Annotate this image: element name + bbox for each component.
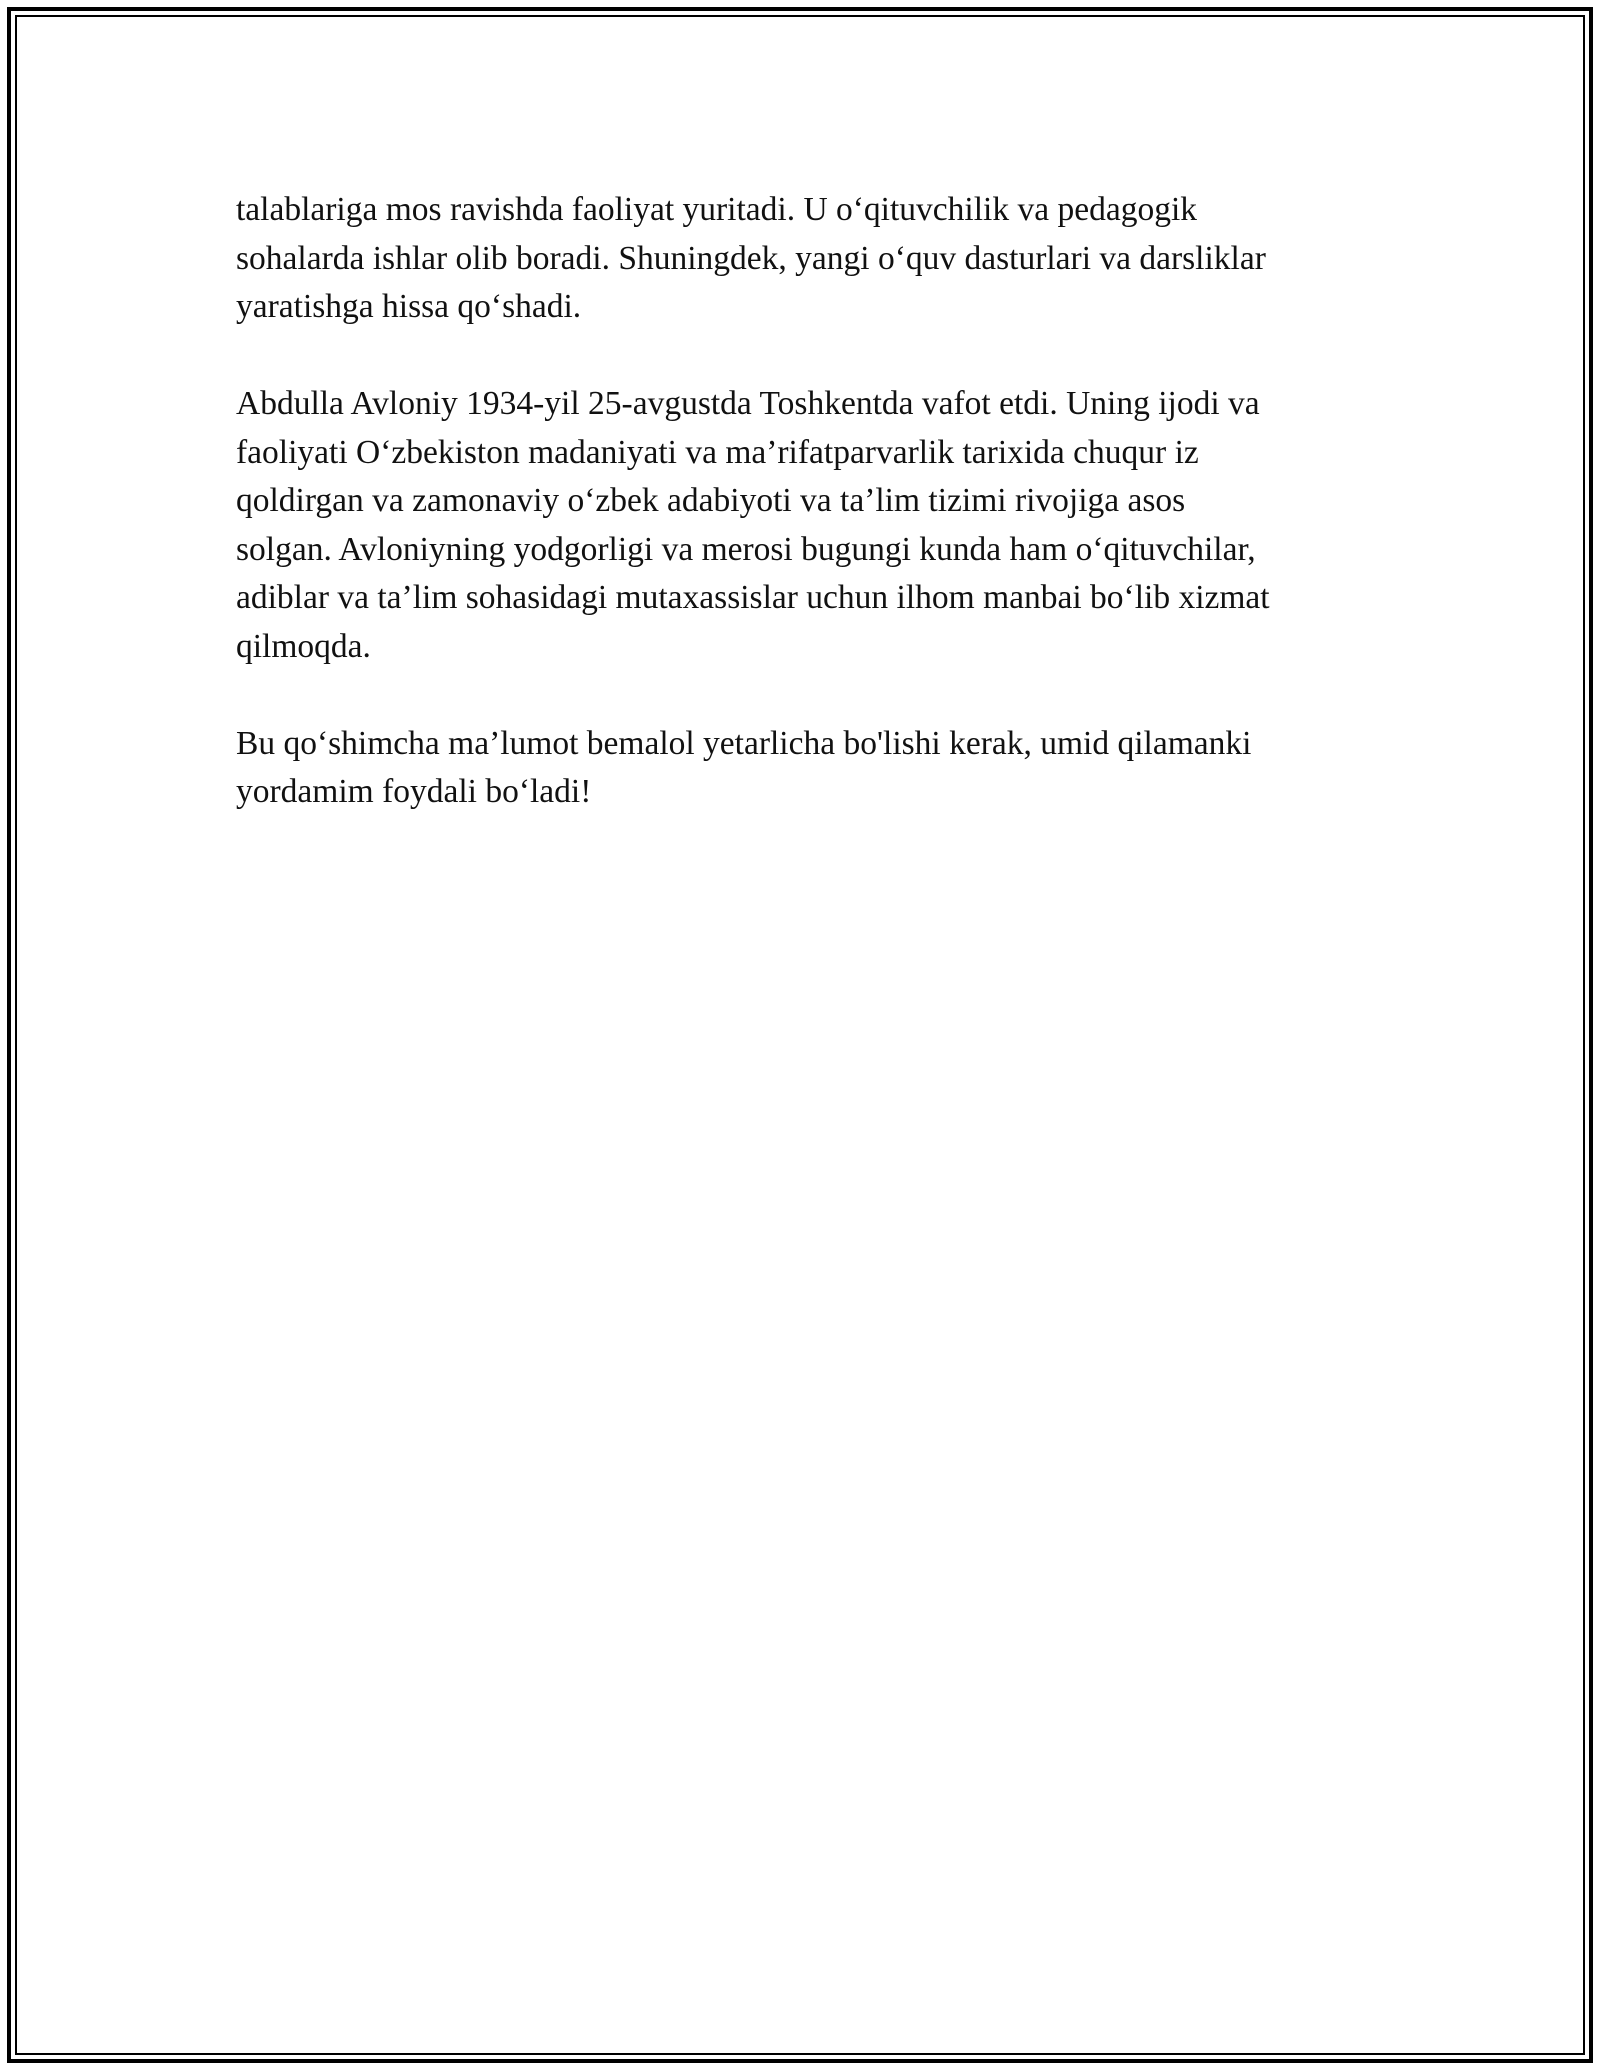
paragraph-2: Abdulla Avloniy 1934-yil 25-avgustda Toshkentda vafot etdi. Uning ijodi va faoliyati O‘zbekiston madaniyati va ma’rifatparvarlik tarixida chuqur iz qoldirgan va zamonaviy o‘zbek adabiyoti va ta’lim tizimi rivojiga asos solgan. Avloniyning yodgorligi va merosi bugungi kunda ham o‘qituvchilar, adiblar va ta’lim sohasidagi mutaxassislar uchun ilhom manbai bo‘lib xizmat qilmoqda.	[236, 385, 1270, 665]
document-body	[236, 186, 1376, 865]
paragraph-1: talablariga mos ravishda faoliyat yuritadi. U o‘qituvchilik va pedagogik sohalarda ishlar olib boradi. Shuningdek, yangi o‘quv dasturlari va darsliklar yaratishga hissa qo‘shadi.	[236, 191, 1266, 325]
paragraph-3: Bu qo‘shimcha ma’lumot bemalol yetarlicha bo'lishi kerak, umid qilamanki yordamim foydali bo‘ladi!	[236, 724, 1252, 810]
